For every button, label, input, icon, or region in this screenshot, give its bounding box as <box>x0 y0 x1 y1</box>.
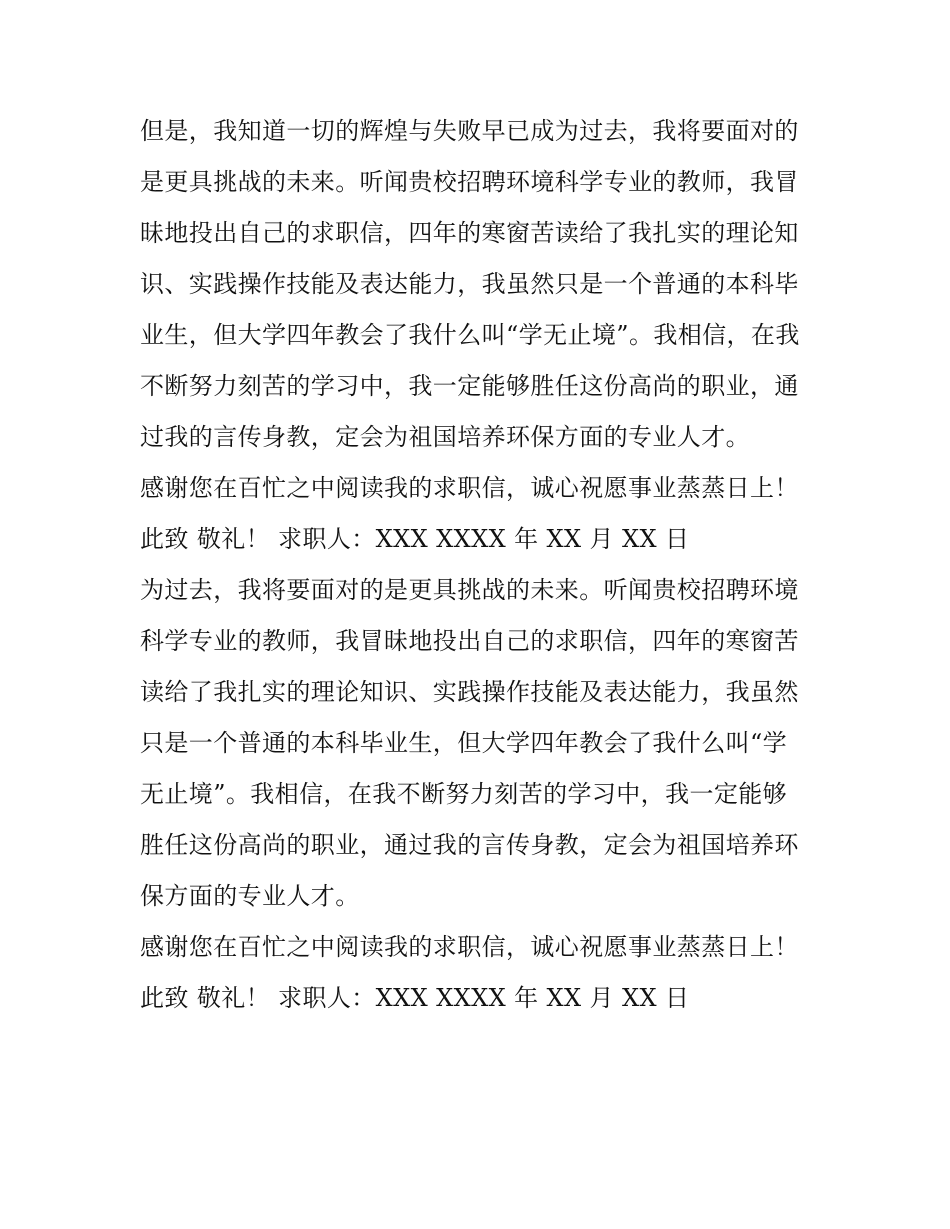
text-line: 胜任这份高尚的职业，通过我的言传身教，定会为祖国培养环 <box>140 831 799 859</box>
text-line: 读给了我扎实的理论知识、实践操作技能及表达能力，我虽然 <box>140 678 799 706</box>
text-line: 过我的言传身教，定会为祖国培养环保方面的专业人才。 <box>140 423 750 451</box>
text-line: 保方面的专业人才。 <box>140 882 360 910</box>
closing-line: 感谢您在百忙之中阅读我的求职信，诚心祝愿事业蒸蒸日上！ <box>140 933 799 961</box>
signature-line: 此致 敬礼！ 求职人：XXX XXXX 年 XX 月 XX 日 <box>140 525 690 553</box>
text-line: 识、实践操作技能及表达能力，我虽然只是一个普通的本科毕 <box>140 270 799 298</box>
text-line: 昧地投出自己的求职信，四年的寒窗苦读给了我扎实的理论知 <box>140 219 799 247</box>
text-line: 业生，但大学四年教会了我什么叫“学无止境”。我相信，在我 <box>140 321 800 349</box>
closing-line: 感谢您在百忙之中阅读我的求职信，诚心祝愿事业蒸蒸日上！ <box>140 474 799 502</box>
text-line: 是更具挑战的未来。听闻贵校招聘环境科学专业的教师，我冒 <box>140 168 799 196</box>
text-line: 不断努力刻苦的学习中，我一定能够胜任这份高尚的职业，通 <box>140 372 799 400</box>
text-line: 但是，我知道一切的辉煌与失败早已成为过去，我将要面对的 <box>140 117 799 145</box>
text-line: 科学专业的教师，我冒昧地投出自己的求职信，四年的寒窗苦 <box>140 627 799 655</box>
text-line: 为过去，我将要面对的是更具挑战的未来。听闻贵校招聘环境 <box>140 576 799 604</box>
signature-line: 此致 敬礼！ 求职人：XXX XXXX 年 XX 月 XX 日 <box>140 984 690 1012</box>
text-line: 无止境”。我相信，在我不断努力刻苦的学习中，我一定能够 <box>140 780 788 808</box>
text-line: 只是一个普通的本科毕业生，但大学四年教会了我什么叫“学 <box>140 729 788 757</box>
document-body <box>140 106 830 1024</box>
